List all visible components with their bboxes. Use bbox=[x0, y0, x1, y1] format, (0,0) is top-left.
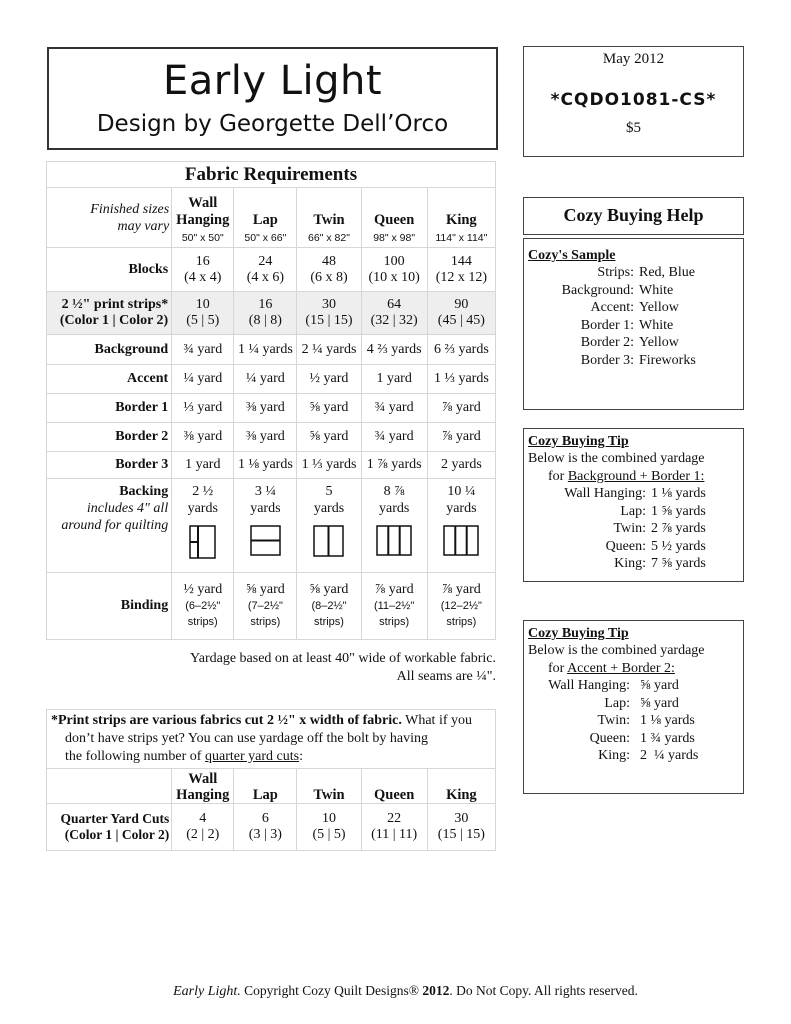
sample-key: Border 1: bbox=[580, 317, 634, 333]
row-label-line1: Quarter Yard Cuts bbox=[60, 811, 170, 826]
pattern-date: May 2012 bbox=[602, 51, 665, 67]
column-header: King bbox=[427, 769, 495, 804]
table-row-quarter-yard-cuts bbox=[47, 804, 495, 851]
tip-title: Cozy Buying Tip bbox=[528, 626, 629, 641]
table-row-accent bbox=[47, 365, 496, 394]
sample-key: Background: bbox=[561, 282, 634, 298]
col-line2: King bbox=[446, 212, 477, 228]
tip-value: ⅝ yard bbox=[640, 678, 679, 693]
tip-value: ⅝ yard bbox=[640, 695, 679, 711]
table-cell bbox=[297, 479, 361, 573]
cell-split: (45 | 45) bbox=[437, 313, 485, 328]
row-label-line2: (Color 1 | Color 2) bbox=[64, 827, 170, 842]
finished-sizes-note bbox=[47, 188, 172, 248]
cell-split: (11 | 11) bbox=[371, 827, 418, 842]
cell-strips: (12–2½" bbox=[440, 600, 482, 612]
cell-count: 22 bbox=[387, 811, 402, 826]
tip-title: Cozy Buying Tip bbox=[528, 434, 629, 449]
sample-key: Accent: bbox=[590, 300, 634, 316]
cell-amount: ⅞ yard bbox=[441, 582, 481, 597]
tip-item bbox=[528, 503, 739, 521]
cell-count: 100 bbox=[383, 253, 405, 269]
tip-item bbox=[528, 730, 739, 748]
tip-key: Lap: bbox=[604, 695, 630, 711]
col-line1: Wall bbox=[188, 771, 218, 787]
sample-value: Fireworks bbox=[639, 352, 696, 368]
table-cell: 1 ¼ yards bbox=[234, 335, 297, 365]
cell-count: 90 bbox=[454, 297, 469, 312]
table-cell: ¾ yard bbox=[361, 423, 427, 452]
tip-key: Twin: bbox=[613, 521, 646, 537]
backing-note-line1: includes 4" all bbox=[86, 501, 169, 516]
cell-amount: 8 ⅞ bbox=[383, 484, 405, 499]
size-note-line2: may vary bbox=[117, 218, 170, 234]
cell-count: 16 bbox=[258, 297, 273, 312]
tip-value: 5 ½ yards bbox=[651, 538, 706, 554]
yardage-notes bbox=[130, 650, 496, 686]
table-cell bbox=[427, 479, 495, 573]
col-line2: Lap bbox=[252, 212, 278, 228]
quarter-yard-section bbox=[46, 709, 496, 851]
row-label: Border 3 bbox=[47, 452, 172, 479]
cell-count: 64 bbox=[387, 297, 402, 312]
table-cell bbox=[427, 573, 495, 640]
table-cell bbox=[234, 479, 297, 573]
table-cell bbox=[361, 292, 427, 335]
table-cell bbox=[427, 804, 495, 851]
sample-item bbox=[528, 317, 739, 335]
tip-item bbox=[528, 520, 739, 538]
column-header: Queen bbox=[361, 769, 427, 804]
table-cell bbox=[297, 292, 361, 335]
cell-count: 48 bbox=[321, 253, 336, 269]
cell-strips-suffix: strips) bbox=[250, 616, 281, 628]
tip-combo: Accent + Border 2: bbox=[567, 660, 675, 676]
col-dims: 50" x 50" bbox=[181, 232, 224, 244]
row-label: Blocks bbox=[47, 248, 172, 292]
cell-strips: (7–2½" bbox=[247, 600, 283, 612]
tip-key: Wall Hanging: bbox=[548, 678, 630, 693]
table-cell: 1 yard bbox=[172, 452, 234, 479]
tip-item bbox=[528, 677, 739, 695]
table-cell bbox=[234, 573, 297, 640]
cell-split: (2 | 2) bbox=[186, 827, 220, 842]
table-cell bbox=[172, 248, 234, 292]
sample-value: Red, Blue bbox=[639, 265, 695, 280]
sample-item bbox=[528, 282, 739, 300]
pattern-info-box bbox=[523, 46, 744, 157]
cell-count: 24 bbox=[258, 253, 273, 269]
sample-key: Strips: bbox=[597, 265, 634, 280]
table-row-print-strips bbox=[47, 292, 496, 335]
table-cell bbox=[361, 804, 427, 851]
sample-value: Yellow bbox=[639, 300, 679, 316]
cell-amount: ⅞ yard bbox=[374, 582, 414, 597]
sample-item bbox=[528, 334, 739, 352]
cell-amount: ½ yard bbox=[183, 582, 223, 597]
row-label: Border 1 bbox=[47, 394, 172, 423]
quarter-yard-intro bbox=[47, 710, 495, 768]
table-cell bbox=[361, 248, 427, 292]
col-line2: Queen bbox=[374, 212, 415, 228]
table-cell: 1 ⅓ yards bbox=[297, 452, 361, 479]
row-label-line1: 2 ½" print strips* bbox=[61, 297, 169, 312]
backing-diagram-icon bbox=[189, 525, 216, 559]
cell-unit: yards bbox=[313, 501, 345, 516]
cell-strips-suffix: strips) bbox=[187, 616, 218, 628]
table-cell: ¾ yard bbox=[172, 335, 234, 365]
table-cell: 1 yard bbox=[361, 365, 427, 394]
row-label-main: Backing bbox=[119, 484, 169, 499]
cell-grid: (4 x 6) bbox=[246, 269, 285, 285]
quarter-yard-cuts-term: quarter yard cuts bbox=[204, 749, 300, 764]
tip-key: Queen: bbox=[589, 730, 630, 746]
intro-line2: don’t have strips yet? You can use yardage off the bolt by having bbox=[65, 731, 429, 746]
backing-diagram-icon bbox=[443, 525, 479, 556]
cell-split: (15 | 15) bbox=[305, 313, 353, 328]
size-note-line1: Finished sizes bbox=[90, 201, 170, 217]
table-cell bbox=[361, 479, 427, 573]
cell-unit: yards bbox=[378, 501, 410, 516]
tip-for: for bbox=[548, 468, 568, 484]
tip-item bbox=[528, 747, 739, 765]
footer-copyright-text: Copyright Cozy Quilt Designs® bbox=[240, 983, 423, 998]
tip-line: Below is the combined yardage bbox=[528, 451, 705, 466]
tip-line: Below is the combined yardage bbox=[528, 643, 705, 658]
table-cell bbox=[361, 573, 427, 640]
table-cell: 4 ⅔ yards bbox=[361, 335, 427, 365]
footer-title: Early Light. bbox=[173, 984, 241, 999]
intro-rest: What if you bbox=[401, 713, 472, 728]
cell-split: (3 | 3) bbox=[248, 827, 282, 842]
col-line2: Twin bbox=[313, 212, 345, 228]
pattern-code: *CQDO1081-CS* bbox=[550, 90, 717, 110]
row-label bbox=[47, 804, 172, 851]
table-cell: ¼ yard bbox=[234, 365, 297, 394]
tip-for: for bbox=[548, 660, 568, 676]
quarter-yard-table bbox=[47, 768, 495, 850]
col-dims: 114" x 114" bbox=[435, 232, 488, 244]
cell-grid: (12 x 12) bbox=[435, 269, 488, 285]
cell-unit: yards bbox=[187, 501, 218, 516]
intro-bold: *Print strips are various fabrics cut 2 ½" x width of fabric. bbox=[51, 713, 402, 728]
column-header: Twin bbox=[297, 769, 361, 804]
sample-item bbox=[528, 299, 739, 317]
column-header bbox=[234, 188, 297, 248]
table-cell: ⅜ yard bbox=[234, 423, 297, 452]
cozy-sample-title: Cozy's Sample bbox=[528, 248, 616, 263]
row-label bbox=[47, 292, 172, 335]
column-header bbox=[297, 188, 361, 248]
cell-split: (5 | 5) bbox=[186, 313, 220, 328]
cell-unit: yards bbox=[250, 501, 281, 516]
title-box bbox=[47, 47, 498, 150]
column-header bbox=[172, 769, 234, 804]
tip-item bbox=[528, 712, 739, 730]
buying-tip-background-border1 bbox=[523, 428, 744, 582]
tip-value: 2 ¼ yards bbox=[640, 748, 699, 764]
table-cell: ¼ yard bbox=[172, 365, 234, 394]
pattern-title: Early Light bbox=[162, 58, 383, 104]
cell-split: (15 | 15) bbox=[437, 827, 485, 842]
table-cell bbox=[172, 804, 234, 851]
cell-split: (32 | 32) bbox=[370, 313, 418, 328]
cell-strips: (8–2½" bbox=[311, 600, 347, 612]
table-cell: 1 ⅛ yards bbox=[234, 452, 297, 479]
table-cell: ½ yard bbox=[297, 365, 361, 394]
intro-line3-post: : bbox=[299, 749, 303, 764]
tip-combo-line bbox=[528, 468, 739, 486]
table-cell bbox=[172, 573, 234, 640]
column-header bbox=[172, 188, 234, 248]
sample-item bbox=[528, 352, 739, 370]
table-cell bbox=[234, 292, 297, 335]
table-cell: ⅞ yard bbox=[427, 394, 495, 423]
cell-count: 30 bbox=[454, 811, 469, 826]
cell-count: 4 bbox=[199, 811, 207, 826]
row-label bbox=[47, 479, 172, 573]
footer-year: 2012 bbox=[422, 983, 450, 998]
cozy-sample-box bbox=[523, 238, 744, 410]
intro-line3 bbox=[51, 748, 491, 766]
tip-key: King: bbox=[614, 556, 646, 572]
table-row-backing bbox=[47, 479, 496, 573]
tip-key: Twin: bbox=[597, 713, 630, 729]
table-cell: 1 ⅓ yards bbox=[427, 365, 495, 394]
empty-header-cell bbox=[47, 769, 172, 804]
table-cell bbox=[297, 804, 361, 851]
table-row-blocks bbox=[47, 248, 496, 292]
cell-amount: ⅝ yard bbox=[309, 582, 349, 597]
row-label: Background bbox=[47, 335, 172, 365]
row-label: Accent bbox=[47, 365, 172, 394]
cell-split: (5 | 5) bbox=[312, 827, 346, 842]
table-cell: ⅓ yard bbox=[172, 394, 234, 423]
table-cell: 2 ¼ yards bbox=[297, 335, 361, 365]
col-line2: Hanging bbox=[176, 787, 230, 803]
row-label-line2: (Color 1 | Color 2) bbox=[59, 313, 169, 328]
fabric-requirements-title: Fabric Requirements bbox=[47, 162, 496, 188]
table-cell: ⅝ yard bbox=[297, 394, 361, 423]
table-cell: ⅝ yard bbox=[297, 423, 361, 452]
table-row-border-2 bbox=[47, 423, 496, 452]
table-cell bbox=[234, 804, 297, 851]
tip-value: 1 ¾ yards bbox=[640, 730, 695, 746]
table-cell: ⅞ yard bbox=[427, 423, 495, 452]
cell-amount: 5 bbox=[325, 484, 333, 499]
cell-strips-suffix: strips) bbox=[379, 616, 410, 628]
table-row-binding bbox=[47, 573, 496, 640]
fabric-requirements-table bbox=[46, 161, 496, 640]
tip-item bbox=[528, 555, 739, 573]
cell-count: 30 bbox=[321, 297, 336, 312]
table-cell: ¾ yard bbox=[361, 394, 427, 423]
tip-value: 2 ⅞ yards bbox=[651, 521, 706, 537]
cell-amount: ⅝ yard bbox=[245, 582, 285, 597]
sample-value: White bbox=[639, 282, 674, 298]
backing-diagram-icon bbox=[376, 525, 412, 556]
tip-key: Wall Hanging: bbox=[564, 486, 646, 501]
tip-value: 1 ⅛ yards bbox=[651, 486, 706, 501]
table-cell bbox=[427, 248, 495, 292]
table-cell bbox=[297, 573, 361, 640]
col-dims: 50" x 66" bbox=[244, 232, 287, 244]
col-dims: 66" x 82" bbox=[308, 232, 350, 244]
cell-amount: 2 ½ bbox=[192, 484, 214, 499]
backing-diagram-icon bbox=[313, 525, 344, 557]
cell-count: 6 bbox=[261, 811, 269, 826]
table-cell bbox=[427, 292, 495, 335]
sample-value: Yellow bbox=[639, 335, 679, 351]
sample-key: Border 2: bbox=[580, 335, 634, 351]
table-cell: ⅜ yard bbox=[234, 394, 297, 423]
col-line1: Wall bbox=[188, 195, 218, 211]
sample-item bbox=[528, 264, 739, 282]
cell-grid: (6 x 8) bbox=[310, 269, 348, 285]
tip-value: 7 ⅝ yards bbox=[651, 556, 706, 572]
cell-grid: (10 x 10) bbox=[368, 269, 420, 285]
cell-grid: (4 x 4) bbox=[184, 269, 222, 285]
cell-split: (8 | 8) bbox=[248, 313, 282, 328]
tip-combo-line bbox=[528, 660, 739, 678]
column-header bbox=[361, 188, 427, 248]
tip-key: Lap: bbox=[620, 503, 646, 519]
sample-value: White bbox=[639, 317, 674, 333]
footer-copyright bbox=[0, 983, 791, 1000]
designer-credit: Design by Georgette Dell’Orco bbox=[96, 111, 449, 137]
cell-count: 16 bbox=[195, 253, 210, 269]
table-row-border-3 bbox=[47, 452, 496, 479]
cell-unit: yards bbox=[446, 501, 477, 516]
column-header bbox=[427, 188, 495, 248]
tip-item bbox=[528, 485, 739, 503]
cell-strips: (11–2½" bbox=[373, 600, 415, 612]
sample-key: Border 3: bbox=[580, 352, 634, 368]
buying-help-header: Cozy Buying Help bbox=[523, 197, 744, 235]
table-row-background bbox=[47, 335, 496, 365]
tip-value: 1 ⅝ yards bbox=[651, 503, 706, 519]
cell-count: 144 bbox=[450, 253, 472, 269]
yardage-note: Yardage based on at least 40" wide of workable fabric. bbox=[190, 651, 496, 666]
table-row-border-1 bbox=[47, 394, 496, 423]
tip-value: 1 ⅛ yards bbox=[640, 713, 695, 729]
cell-strips-suffix: strips) bbox=[314, 616, 344, 628]
seam-note: All seams are ¼". bbox=[396, 669, 496, 684]
cell-strips-suffix: strips) bbox=[446, 616, 477, 628]
table-cell bbox=[297, 248, 361, 292]
row-label: Border 2 bbox=[47, 423, 172, 452]
table-cell bbox=[172, 292, 234, 335]
col-line2: Hanging bbox=[176, 212, 230, 228]
row-label: Binding bbox=[47, 573, 172, 640]
intro-line3-pre: the following number of bbox=[65, 749, 205, 764]
table-cell: 1 ⅞ yards bbox=[361, 452, 427, 479]
footer-rest: . Do Not Copy. All rights reserved. bbox=[449, 983, 638, 998]
buying-tip-accent-border2 bbox=[523, 620, 744, 794]
table-cell: ⅜ yard bbox=[172, 423, 234, 452]
col-dims: 98" x 98" bbox=[373, 232, 416, 244]
table-cell: 2 yards bbox=[427, 452, 495, 479]
tip-key: King: bbox=[598, 748, 630, 764]
column-header: Lap bbox=[234, 769, 297, 804]
tip-item bbox=[528, 538, 739, 556]
backing-note-line2: around for quilting bbox=[61, 518, 169, 533]
pattern-price: $5 bbox=[626, 120, 641, 136]
tip-key: Queen: bbox=[605, 538, 646, 554]
table-cell bbox=[234, 248, 297, 292]
cell-count: 10 bbox=[195, 297, 210, 312]
tip-item bbox=[528, 695, 739, 713]
table-cell bbox=[172, 479, 234, 573]
cell-strips: (6–2½" bbox=[185, 600, 221, 612]
cell-amount: 10 ¼ bbox=[447, 484, 476, 499]
cell-count: 10 bbox=[322, 811, 336, 826]
cell-amount: 3 ¼ bbox=[254, 484, 276, 499]
tip-combo: Background + Border 1: bbox=[567, 468, 705, 484]
backing-diagram-icon bbox=[250, 525, 281, 556]
table-cell: 6 ⅔ yards bbox=[427, 335, 495, 365]
